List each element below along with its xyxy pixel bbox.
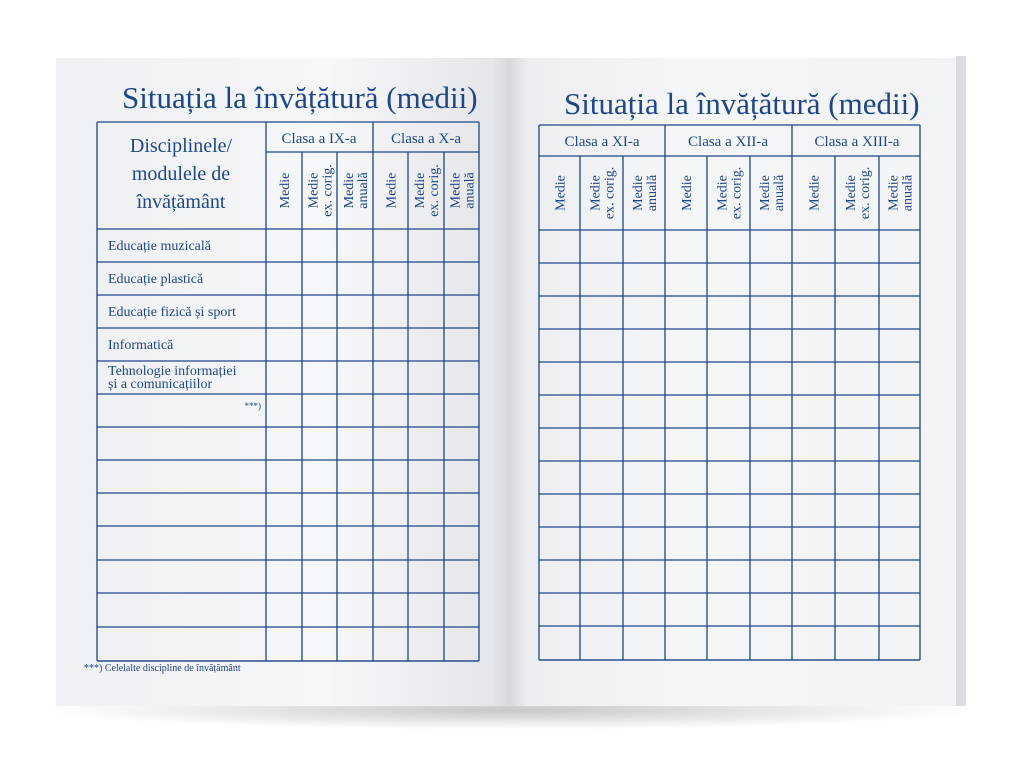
right-col-label-6-0: Medie xyxy=(807,175,823,211)
subject-header-2: învățământ xyxy=(136,191,226,213)
right-page xyxy=(510,58,956,706)
other-subjects-marker: ***) xyxy=(244,401,261,411)
left-col-label-1-1: ex. corig. xyxy=(320,164,336,217)
right-col-label-2-1: anuală xyxy=(644,174,660,212)
class-header-x: Clasa a X-a xyxy=(391,131,461,147)
page-title-left: Situația la învățătură (medii) xyxy=(122,80,478,115)
grades-table-left xyxy=(56,58,510,706)
subject-row-4-b: și a comunicațiilor xyxy=(108,377,213,392)
class-header-xiii: Clasa a XIII-a xyxy=(814,134,900,150)
grades-table-right xyxy=(510,58,956,706)
left-col-label-2-0: Medie xyxy=(341,172,357,209)
left-col-label-0-0: Medie xyxy=(277,172,293,209)
subject-header-0: Disciplinele/ xyxy=(129,135,233,157)
subject-row-3: Informatică xyxy=(108,338,174,353)
page-title-right: Situația la învățătură (medii) xyxy=(564,86,920,121)
left-col-label-4-0: Medie xyxy=(412,172,428,209)
right-col-label-3-0: Medie xyxy=(679,175,695,211)
right-col-label-8-0: Medie xyxy=(886,175,902,211)
subject-row-1: Educație plastică xyxy=(108,272,204,287)
left-col-label-2-1: anuală xyxy=(355,172,371,209)
subject-row-2: Educație fizică și sport xyxy=(108,305,236,320)
footnote: ***) Celelalte discipline de învățământ xyxy=(84,663,241,674)
right-col-label-4-0: Medie xyxy=(715,175,731,211)
right-col-label-1-0: Medie xyxy=(588,175,604,211)
left-col-label-3-0: Medie xyxy=(384,172,400,209)
subject-header-1: modulele de xyxy=(131,163,231,185)
right-col-label-2-0: Medie xyxy=(630,175,646,211)
right-col-label-5-0: Medie xyxy=(757,175,773,211)
right-col-label-0-0: Medie xyxy=(553,175,569,211)
subject-row-0: Educație muzicală xyxy=(108,239,211,254)
right-col-label-1-1: ex. corig. xyxy=(602,166,618,220)
right-col-label-8-1: anuală xyxy=(900,174,916,212)
class-header-xii: Clasa a XII-a xyxy=(688,134,768,150)
left-page xyxy=(56,58,510,706)
class-header-ix: Clasa a IX-a xyxy=(281,131,357,147)
subject-row-4-a: Tehnologie informației xyxy=(108,364,237,379)
left-col-label-5-0: Medie xyxy=(448,172,464,209)
right-col-label-7-0: Medie xyxy=(843,175,859,211)
left-col-label-1-0: Medie xyxy=(306,172,322,209)
class-header-xi: Clasa a XI-a xyxy=(564,134,640,150)
right-col-label-4-1: ex. corig. xyxy=(729,166,745,220)
left-col-label-4-1: ex. corig. xyxy=(426,164,442,217)
right-col-label-7-1: ex. corig. xyxy=(857,166,873,220)
page-edges xyxy=(956,56,966,706)
right-col-label-5-1: anuală xyxy=(771,174,787,212)
left-col-label-5-1: anuală xyxy=(462,172,478,209)
